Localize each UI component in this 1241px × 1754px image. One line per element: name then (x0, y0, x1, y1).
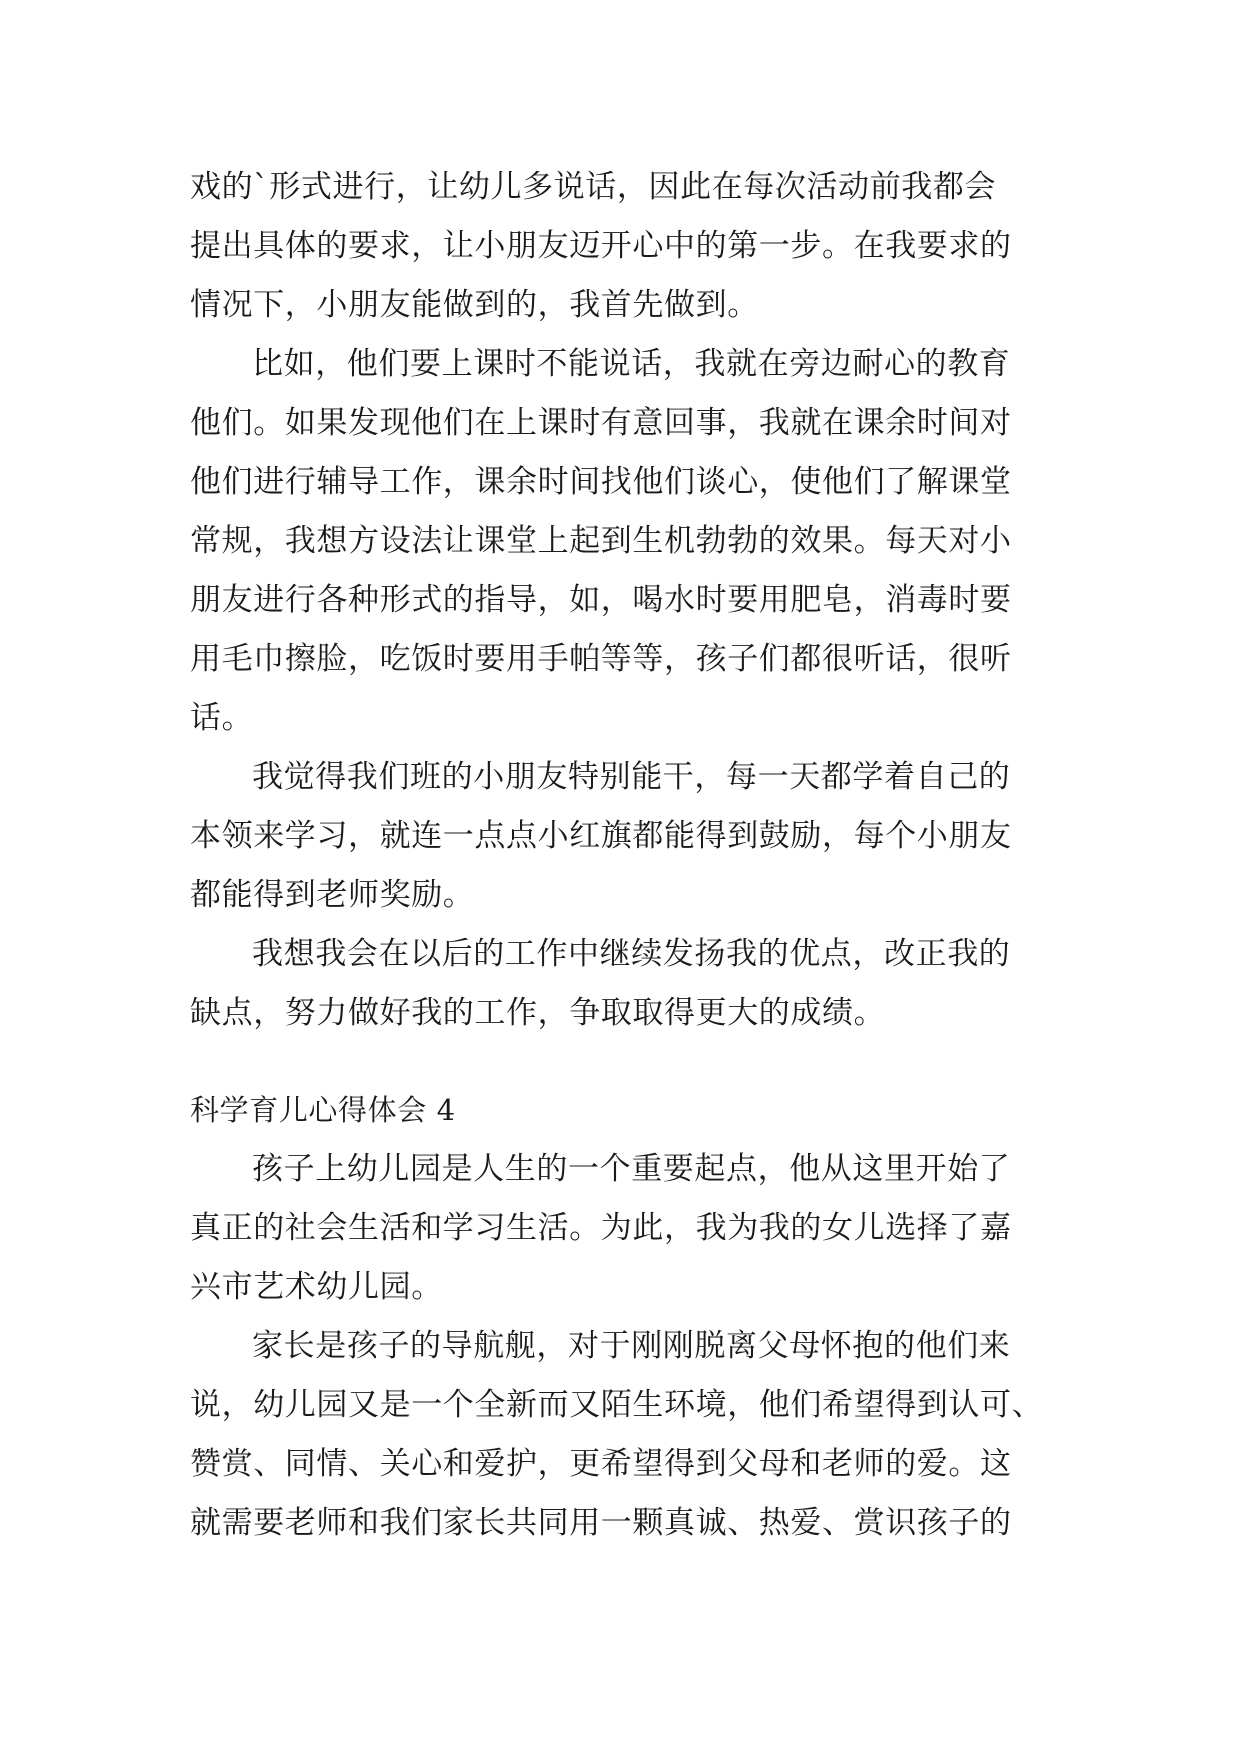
text-line: 兴市艺术幼儿园。 (190, 1269, 443, 1305)
paragraph-first-line: 家长是孩子的导航舰，对于刚刚脱离父母怀抱的他们来 (252, 1328, 1011, 1364)
text-line: 缺点，努力做好我的工作，争取取得更大的成绩。 (190, 995, 886, 1031)
text-line: 用毛巾擦脸，吃饭时要用手帕等等，孩子们都很听话，很听 (190, 641, 1012, 677)
paragraph-first-line: 我想我会在以后的工作中继续发扬我的优点，改正我的 (252, 936, 1011, 972)
text-line: 他们进行辅导工作，课余时间找他们谈心，使他们了解课堂 (190, 464, 1012, 500)
paragraph-first-line: 我觉得我们班的小朋友特别能干，每一天都学着自己的 (252, 759, 1011, 795)
text-line: 提出具体的要求，让小朋友迈开心中的第一步。在我要求的 (190, 228, 1012, 264)
text-line: 就需要老师和我们家长共同用一颗真诚、热爱、赏识孩子的 (190, 1505, 1012, 1541)
paragraph-first-line: 孩子上幼儿园是人生的一个重要起点，他从这里开始了 (252, 1151, 1011, 1187)
text-line: 戏的`形式进行，让幼儿多说话，因此在每次活动前我都会 (190, 169, 997, 205)
text-line: 真正的社会生活和学习生活。为此，我为我的女儿选择了嘉 (190, 1210, 1012, 1246)
text-line: 朋友进行各种形式的指导，如，喝水时要用肥皂，消毒时要 (190, 582, 1012, 618)
text-line: 赞赏、同情、关心和爱护，更希望得到父母和老师的爱。这 (190, 1446, 1012, 1482)
text-line: 情况下，小朋友能做到的，我首先做到。 (190, 287, 759, 323)
text-line: 话。 (190, 700, 254, 736)
text-line: 本领来学习，就连一点点小红旗都能得到鼓励，每个小朋友 (190, 818, 1012, 854)
text-line: 常规，我想方设法让课堂上起到生机勃勃的效果。每天对小 (190, 523, 1012, 559)
section-heading: 科学育儿心得体会 4 (190, 1093, 456, 1127)
text-line: 说，幼儿园又是一个全新而又陌生环境，他们希望得到认可、 (190, 1387, 1044, 1423)
paragraph-first-line: 比如，他们要上课时不能说话，我就在旁边耐心的教育 (252, 346, 1011, 382)
text-line: 他们。如果发现他们在上课时有意回事，我就在课余时间对 (190, 405, 1012, 441)
text-line: 都能得到老师奖励。 (190, 877, 475, 913)
